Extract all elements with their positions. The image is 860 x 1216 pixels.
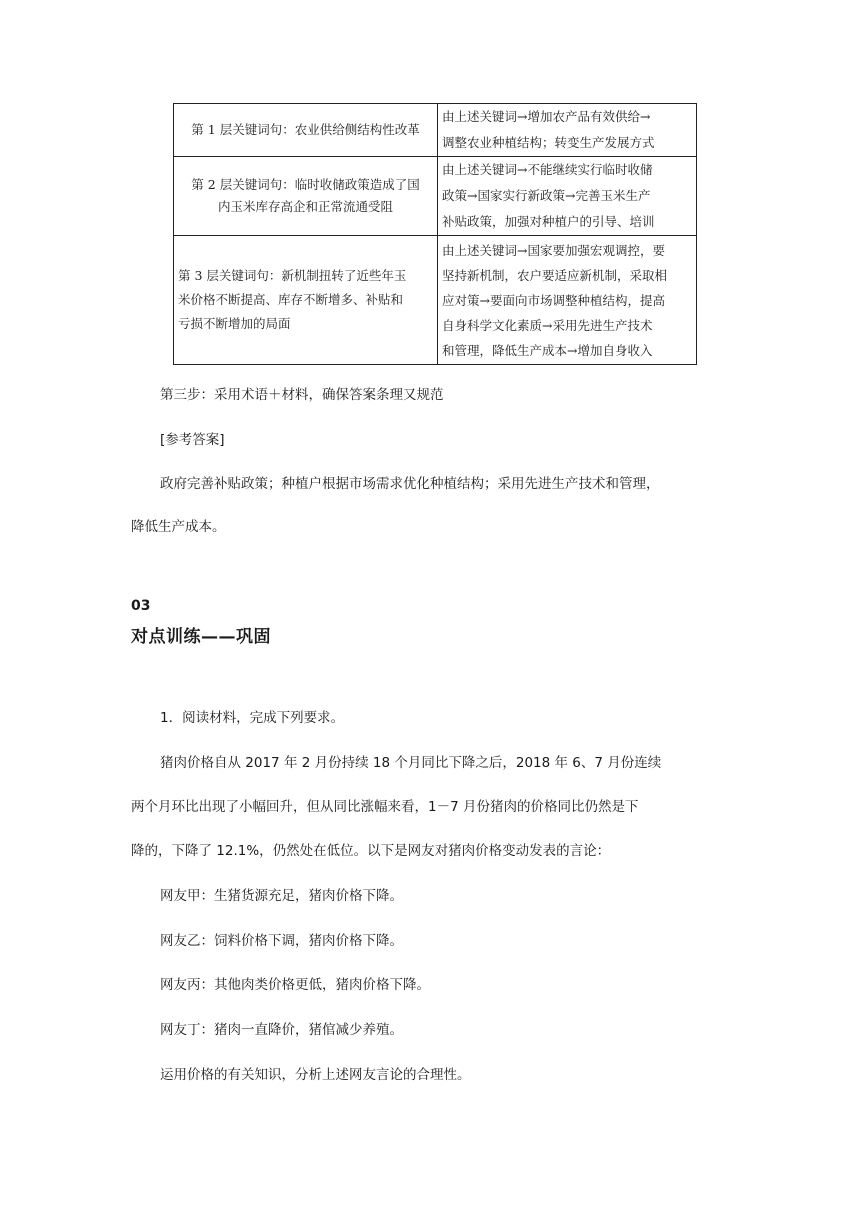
netizen-comment: 网友丙：其他肉类价格更低，猪肉价格下降。 (160, 977, 430, 993)
task-instruction: 运用价格的有关知识，分析上述网友言论的合理性。 (160, 1067, 471, 1083)
table-row (174, 236, 697, 365)
table-row (174, 104, 697, 157)
section-number: 03 (131, 598, 151, 614)
deduction-cell (438, 104, 697, 157)
material-line: 降的，下降了 12.1%，仍然处在低位。以下是网友对猪肉价格变动发表的言论： (131, 843, 611, 859)
deduction-line: 由上述关键词→不能继续实行临时收储 (442, 162, 653, 177)
reference-answer-label: [参考答案] (160, 432, 225, 448)
table-row (174, 157, 697, 236)
material-line: 猪肉价格自从 2017 年 2 月份持续 18 个月同比下降之后，2018 年 6、7 月份连续 (160, 755, 662, 771)
material-line: 两个月环比出现了小幅回升，但从同比涨幅来看，1－7 月份猪肉的价格同比仍然是下 (131, 799, 639, 815)
deduction-line: 自身科学文化素质→采用先进生产技术 (442, 317, 653, 333)
deduction-line: 补贴政策，加强对种植户的引导、培训 (442, 214, 655, 229)
deduction-line: 和管理，降低生产成本→增加自身收入 (442, 342, 653, 358)
reference-answer-line: 政府完善补贴政策；种植户根据市场需求优化种植结构；采用先进生产技术和管理， (160, 476, 660, 492)
keyword-line: 第 3 层关键词句：新机制扭转了近些年玉 (178, 268, 407, 283)
keyword-cell (174, 157, 438, 236)
deduction-cell (438, 157, 697, 236)
netizen-comment: 网友甲：生猪货源充足，猪肉价格下降。 (160, 888, 403, 904)
deduction-line: 政策→国家实行新政策→完善玉米生产 (442, 188, 651, 203)
keyword-line: 亏损不断增加的局面 (178, 316, 291, 331)
netizen-comment: 网友丁：猪肉一直降价，猪倌减少养殖。 (160, 1022, 403, 1038)
keyword-analysis-table (173, 103, 697, 365)
question-intro: 1．阅读材料，完成下列要求。 (160, 710, 345, 726)
deduction-line: 由上述关键词→国家要加强宏观调控，要 (442, 242, 665, 258)
netizen-comment: 网友乙：饲料价格下调，猪肉价格下降。 (160, 933, 403, 949)
reference-answer-line: 降低生产成本。 (131, 519, 226, 535)
keyword-cell (174, 236, 438, 365)
keyword-line: 第 2 层关键词句：临时收储政策造成了国 (191, 177, 420, 192)
keyword-cell (174, 104, 438, 157)
keyword-line: 内玉米库存高企和正常流通受阻 (217, 199, 393, 214)
deduction-line: 由上述关键词→增加农产品有效供给→ (442, 109, 651, 124)
step-three-text: 第三步：采用术语＋材料，确保答案条理又规范 (160, 387, 444, 403)
keyword-line: 米价格不断提高、库存不断增多、补贴和 (178, 292, 404, 307)
deduction-line: 应对策→要面向市场调整种植结构，提高 (442, 292, 665, 308)
section-title: 对点训练——巩固 (131, 627, 271, 647)
deduction-line: 坚持新机制，农户要适应新机制，采取相 (442, 267, 668, 283)
deduction-line: 调整农业种植结构；转变生产发展方式 (442, 135, 655, 150)
deduction-cell (438, 236, 697, 365)
keyword-line: 第 1 层关键词句：农业供给侧结构性改革 (191, 122, 420, 137)
